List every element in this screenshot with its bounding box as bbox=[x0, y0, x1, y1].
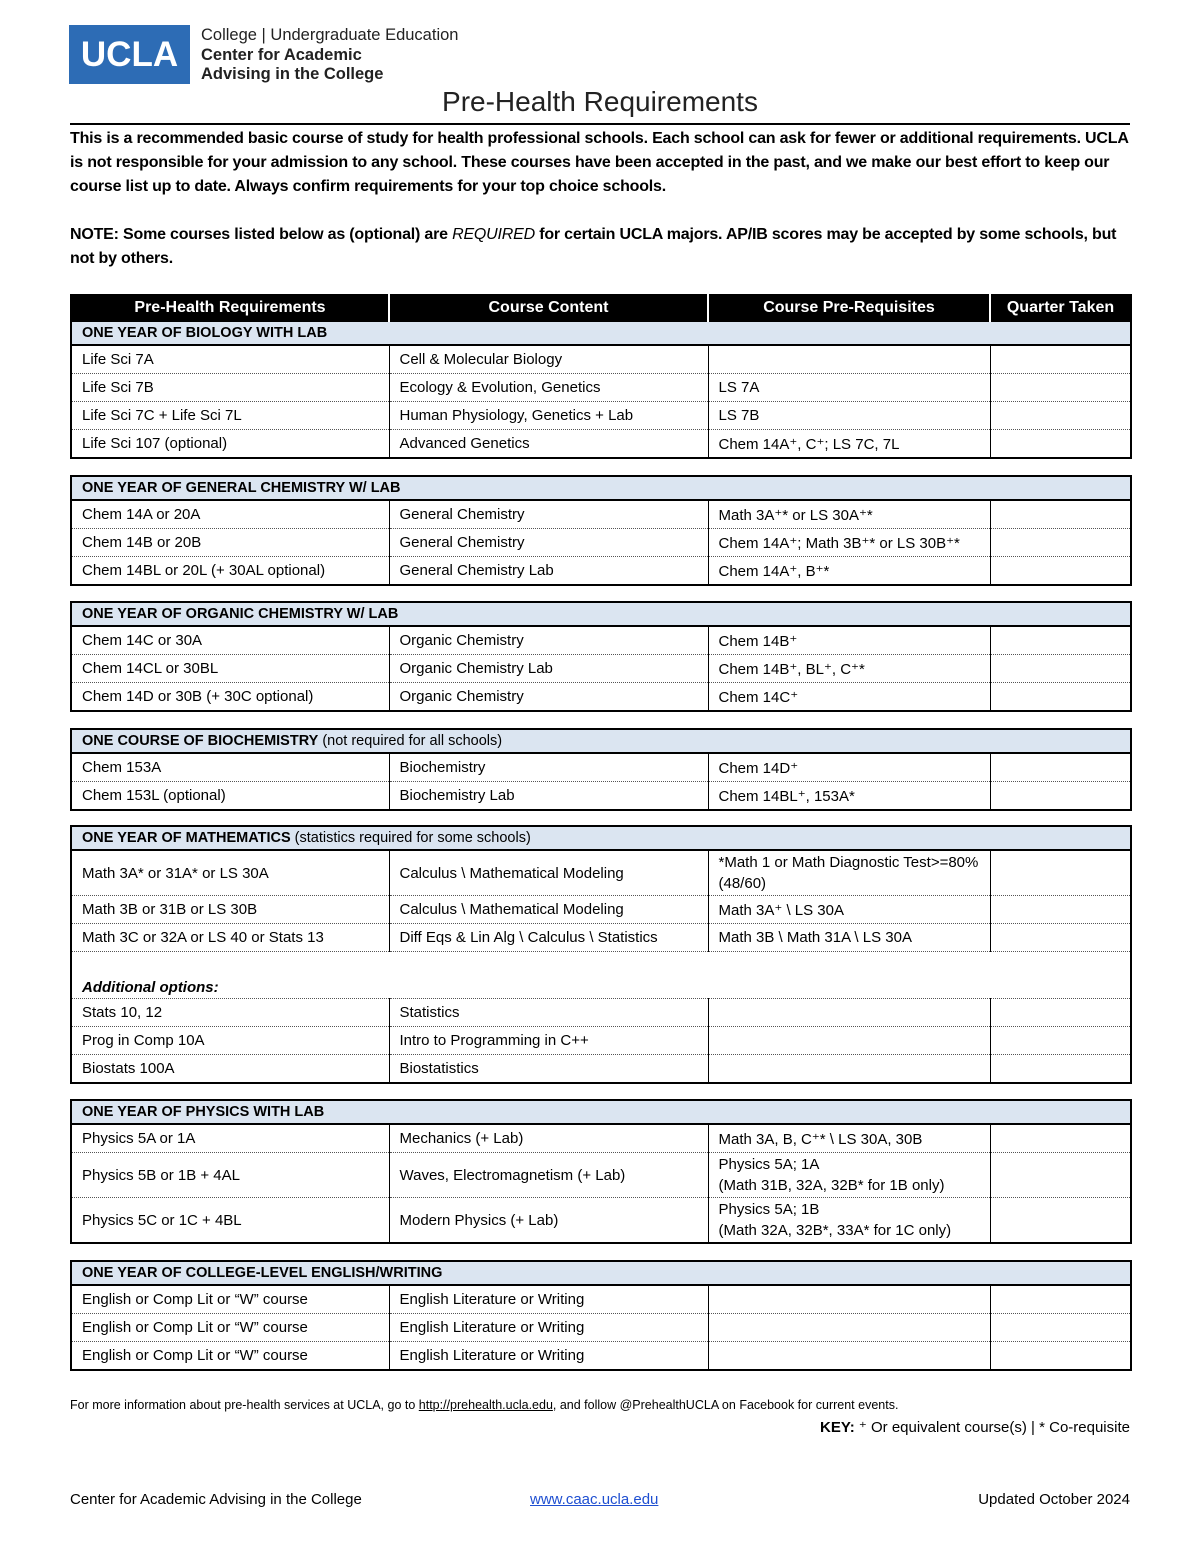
prereq-cell: Math 3B \ Math 31A \ LS 30A bbox=[708, 924, 990, 952]
course-cell: Physics 5C or 1C + 4BL bbox=[82, 1211, 242, 1229]
content-cell: Mechanics (+ Lab) bbox=[389, 1124, 708, 1153]
prereq-cell: Math 3A⁺* or LS 30A⁺* bbox=[708, 500, 990, 529]
quarter-taken-cell[interactable] bbox=[990, 374, 1131, 402]
biology-table bbox=[70, 294, 1132, 459]
course-cell: English or Comp Lit or “W” course bbox=[71, 1285, 389, 1314]
course-cell: Chem 14D or 30B (+ 30C optional) bbox=[82, 688, 314, 705]
content-cell: Intro to Programming in C++ bbox=[389, 1027, 708, 1055]
content-cell: English Literature or Writing bbox=[389, 1285, 708, 1314]
physics-table bbox=[70, 1099, 1132, 1244]
quarter-taken-cell[interactable] bbox=[990, 683, 1131, 712]
section-header bbox=[71, 476, 1131, 500]
section-title: ONE YEAR OF PHYSICS WITH LAB bbox=[71, 1100, 1131, 1124]
table-row bbox=[71, 1055, 1131, 1084]
prereq-cell: Math 3A⁺ \ LS 30A bbox=[708, 896, 990, 924]
prereq-cell: Chem 14D⁺ bbox=[708, 753, 990, 782]
course-cell: Chem 14CL or 30BL bbox=[71, 655, 389, 683]
table-row bbox=[71, 655, 1131, 683]
quarter-taken-cell[interactable] bbox=[990, 1055, 1131, 1084]
table-row bbox=[71, 850, 1131, 896]
note-emphasis: REQUIRED bbox=[452, 226, 535, 243]
content-cell: Calculus \ Mathematical Modeling bbox=[389, 850, 708, 896]
table-row bbox=[71, 529, 1131, 557]
quarter-taken-cell[interactable] bbox=[990, 782, 1131, 811]
key-legend bbox=[820, 1418, 1130, 1436]
section-title: ONE YEAR OF GENERAL CHEMISTRY W/ LAB bbox=[71, 476, 1131, 500]
quarter-taken-cell[interactable] bbox=[990, 1314, 1131, 1342]
section-title: ONE YEAR OF BIOLOGY WITH LAB bbox=[71, 321, 1131, 345]
prereq-cell bbox=[708, 1285, 990, 1314]
column-header: Quarter Taken bbox=[990, 295, 1131, 321]
section-title: ONE YEAR OF ORGANIC CHEMISTRY W/ LAB bbox=[71, 602, 1131, 626]
quarter-taken-cell[interactable] bbox=[990, 1153, 1131, 1198]
quarter-taken-cell[interactable] bbox=[990, 626, 1131, 655]
more-info-text: For more information about pre-health services at UCLA, go to bbox=[70, 1398, 419, 1412]
table-row bbox=[71, 500, 1131, 529]
ucla-logo: UCLA bbox=[69, 25, 190, 84]
quarter-taken-cell[interactable] bbox=[990, 1027, 1131, 1055]
content-cell: Modern Physics (+ Lab) bbox=[389, 1198, 708, 1244]
course-cell: Chem 153L (optional) bbox=[82, 787, 226, 804]
column-header: Course Content bbox=[389, 295, 708, 321]
table-row bbox=[71, 557, 1131, 586]
content-cell: Biostatistics bbox=[389, 1055, 708, 1084]
prereq-cell: Chem 14B⁺ bbox=[708, 626, 990, 655]
org-line-1: College | Undergraduate Education bbox=[201, 26, 459, 44]
column-header: Course Pre-Requisites bbox=[708, 295, 990, 321]
footer-updated-date: Updated October 2024 bbox=[978, 1491, 1130, 1508]
general-chemistry-table bbox=[70, 475, 1132, 586]
prereq-cell bbox=[708, 999, 990, 1027]
course-cell: Stats 10, 12 bbox=[71, 999, 389, 1027]
note-text-before: NOTE: Some courses listed below as (optional) are bbox=[70, 226, 453, 243]
additional-options-label: Additional options: bbox=[71, 952, 1131, 999]
course-cell: Life Sci 7C + Life Sci 7L bbox=[71, 402, 389, 430]
footer-org: Center for Academic Advising in the College bbox=[70, 1491, 362, 1508]
content-cell: Advanced Genetics bbox=[389, 430, 708, 459]
more-info-line bbox=[70, 1398, 898, 1412]
table-row bbox=[71, 896, 1131, 924]
table-row bbox=[71, 345, 1131, 374]
org-name bbox=[201, 26, 458, 85]
course-cell: Math 3C or 32A or LS 40 or Stats 13 bbox=[71, 924, 389, 952]
content-cell: English Literature or Writing bbox=[389, 1342, 708, 1371]
table-row bbox=[71, 430, 1131, 459]
content-cell: Diff Eqs & Lin Alg \ Calculus \ Statistics bbox=[389, 924, 708, 952]
page-title: Pre-Health Requirements bbox=[442, 86, 758, 117]
section-header bbox=[71, 729, 1131, 753]
course-cell: Chem 14B or 20B bbox=[71, 529, 389, 557]
section-title: ONE YEAR OF COLLEGE-LEVEL ENGLISH/WRITING bbox=[71, 1261, 1131, 1285]
table-row bbox=[71, 1198, 1131, 1244]
table-row bbox=[71, 999, 1131, 1027]
table-row bbox=[71, 402, 1131, 430]
org-line-3: Advising in the College bbox=[201, 65, 384, 83]
key-label: KEY: bbox=[820, 1419, 855, 1436]
section-header bbox=[71, 826, 1131, 850]
org-line-2: Center for Academic bbox=[201, 45, 362, 64]
course-cell: Life Sci 7A bbox=[71, 345, 389, 374]
biochemistry-table bbox=[70, 728, 1132, 811]
content-cell: General Chemistry Lab bbox=[389, 557, 708, 586]
table-header-row bbox=[71, 295, 1131, 321]
course-cell: Biostats 100A bbox=[82, 1060, 175, 1077]
course-cell: Life Sci 107 (optional) bbox=[82, 435, 228, 452]
section-header bbox=[71, 321, 1131, 345]
section-title: ONE COURSE OF BIOCHEMISTRY (not required for all schools) bbox=[71, 729, 1131, 753]
quarter-taken-cell[interactable] bbox=[990, 850, 1131, 896]
table-row bbox=[71, 1153, 1131, 1198]
table-row bbox=[71, 1027, 1131, 1055]
prereq-cell: Physics 5A; 1B (Math 32A, 32B*, 33A* for 1C only) bbox=[708, 1198, 990, 1244]
more-info-text-after: , and follow @PrehealthUCLA on Facebook for current events. bbox=[552, 1398, 899, 1412]
prereq-cell: *Math 1 or Math Diagnostic Test>=80% (48/60) bbox=[708, 850, 990, 896]
content-cell: Biochemistry Lab bbox=[389, 782, 708, 811]
content-cell: Calculus \ Mathematical Modeling bbox=[389, 896, 708, 924]
quarter-taken-cell[interactable] bbox=[990, 999, 1131, 1027]
table-row bbox=[71, 1285, 1131, 1314]
quarter-taken-cell[interactable] bbox=[990, 924, 1131, 952]
quarter-taken-cell[interactable] bbox=[990, 655, 1131, 683]
section-header bbox=[71, 1100, 1131, 1124]
prereq-cell: Physics 5A; 1A (Math 31B, 32A, 32B* for 1B only) bbox=[708, 1153, 990, 1198]
table-row bbox=[71, 924, 1131, 952]
quarter-taken-cell[interactable] bbox=[990, 896, 1131, 924]
course-cell: English or Comp Lit or “W” course bbox=[71, 1314, 389, 1342]
content-cell: Statistics bbox=[389, 999, 708, 1027]
course-cell: Math 3B or 31B or LS 30B bbox=[71, 896, 389, 924]
organic-chemistry-table bbox=[70, 601, 1132, 712]
content-cell: English Literature or Writing bbox=[389, 1314, 708, 1342]
prereq-cell bbox=[708, 345, 990, 374]
prereq-cell: Math 3A, B, C⁺* \ LS 30A, 30B bbox=[708, 1124, 990, 1153]
title-divider bbox=[70, 123, 1130, 125]
content-cell: Waves, Electromagnetism (+ Lab) bbox=[389, 1153, 708, 1198]
quarter-taken-cell[interactable] bbox=[990, 402, 1131, 430]
quarter-taken-cell[interactable] bbox=[990, 557, 1131, 586]
quarter-taken-cell[interactable] bbox=[990, 529, 1131, 557]
table-row bbox=[71, 1124, 1131, 1153]
prereq-cell: Chem 14A⁺, B⁺* bbox=[708, 557, 990, 586]
quarter-taken-cell[interactable] bbox=[990, 753, 1131, 782]
note-text-after: for certain UCLA majors. AP/IB scores may be accepted by some schools, but not by others. bbox=[70, 226, 1117, 267]
prereq-cell: Chem 14C⁺ bbox=[708, 683, 990, 712]
quarter-taken-cell[interactable] bbox=[990, 1342, 1131, 1371]
quarter-taken-cell[interactable] bbox=[990, 500, 1131, 529]
english-table bbox=[70, 1260, 1132, 1371]
table-row bbox=[71, 782, 1131, 811]
course-cell: Physics 5B or 1B + 4AL bbox=[71, 1153, 389, 1198]
prereq-cell bbox=[708, 1342, 990, 1371]
content-cell: Cell & Molecular Biology bbox=[389, 345, 708, 374]
prereq-cell: LS 7B bbox=[708, 402, 990, 430]
course-cell: Math 3A* or 31A* or LS 30A bbox=[71, 850, 389, 896]
mathematics-table bbox=[70, 825, 1132, 1084]
table-row bbox=[71, 626, 1131, 655]
content-cell: Organic Chemistry Lab bbox=[389, 655, 708, 683]
prehealth-link[interactable]: http://prehealth.ucla.edu bbox=[418, 1398, 553, 1412]
quarter-taken-cell[interactable] bbox=[990, 1285, 1131, 1314]
course-cell: Life Sci 7B bbox=[71, 374, 389, 402]
quarter-taken-cell[interactable] bbox=[990, 1198, 1131, 1244]
prereq-cell bbox=[708, 1027, 990, 1055]
course-cell: English or Comp Lit or “W” course bbox=[82, 1347, 308, 1364]
key-text: ⁺ Or equivalent course(s) | * Co-requisite bbox=[854, 1419, 1130, 1436]
content-cell: General Chemistry bbox=[389, 529, 708, 557]
section-title: ONE YEAR OF MATHEMATICS (statistics required for some schools) bbox=[71, 826, 1131, 850]
additional-options-row bbox=[71, 952, 1131, 999]
content-cell: Ecology & Evolution, Genetics bbox=[389, 374, 708, 402]
section-header bbox=[71, 1261, 1131, 1285]
quarter-taken-cell[interactable] bbox=[990, 430, 1131, 459]
quarter-taken-cell[interactable] bbox=[990, 345, 1131, 374]
table-row bbox=[71, 683, 1131, 712]
table-row bbox=[71, 374, 1131, 402]
table-row bbox=[71, 753, 1131, 782]
prereq-cell: Chem 14B⁺, BL⁺, C⁺* bbox=[708, 655, 990, 683]
prereq-cell: Chem 14BL⁺, 153A* bbox=[708, 782, 990, 811]
footer-website-link[interactable]: www.caac.ucla.edu bbox=[530, 1491, 659, 1508]
section-header bbox=[71, 602, 1131, 626]
course-cell: Chem 14C or 30A bbox=[71, 626, 389, 655]
content-cell: Human Physiology, Genetics + Lab bbox=[389, 402, 708, 430]
column-header: Pre-Health Requirements bbox=[71, 295, 389, 321]
course-cell: Physics 5A or 1A bbox=[71, 1124, 389, 1153]
prereq-cell: LS 7A bbox=[708, 374, 990, 402]
content-cell: Organic Chemistry bbox=[389, 626, 708, 655]
quarter-taken-cell[interactable] bbox=[990, 1124, 1131, 1153]
course-cell: Prog in Comp 10A bbox=[71, 1027, 389, 1055]
content-cell: General Chemistry bbox=[389, 500, 708, 529]
prereq-cell bbox=[708, 1055, 990, 1084]
prereq-cell: Chem 14A⁺, C⁺; LS 7C, 7L bbox=[708, 430, 990, 459]
course-cell: Chem 14BL or 20L (+ 30AL optional) bbox=[82, 562, 326, 579]
content-cell: Organic Chemistry bbox=[389, 683, 708, 712]
table-row bbox=[71, 1314, 1131, 1342]
prereq-cell bbox=[708, 1314, 990, 1342]
intro-paragraph: This is a recommended basic course of study for health professional schools. Each school can ask for fewer or additional requirements. UCLA is not responsible for your admission to any school. These courses have been accepted in the past, and we make our best effort to keep our course list up to date. Always confirm requirements for your top choice schools. bbox=[70, 130, 1129, 195]
table-row bbox=[71, 1342, 1131, 1371]
course-cell: Chem 153A bbox=[71, 753, 389, 782]
note-paragraph bbox=[70, 223, 1135, 271]
course-cell: Chem 14A or 20A bbox=[71, 500, 389, 529]
content-cell: Biochemistry bbox=[389, 753, 708, 782]
prereq-cell: Chem 14A⁺; Math 3B⁺* or LS 30B⁺* bbox=[708, 529, 990, 557]
